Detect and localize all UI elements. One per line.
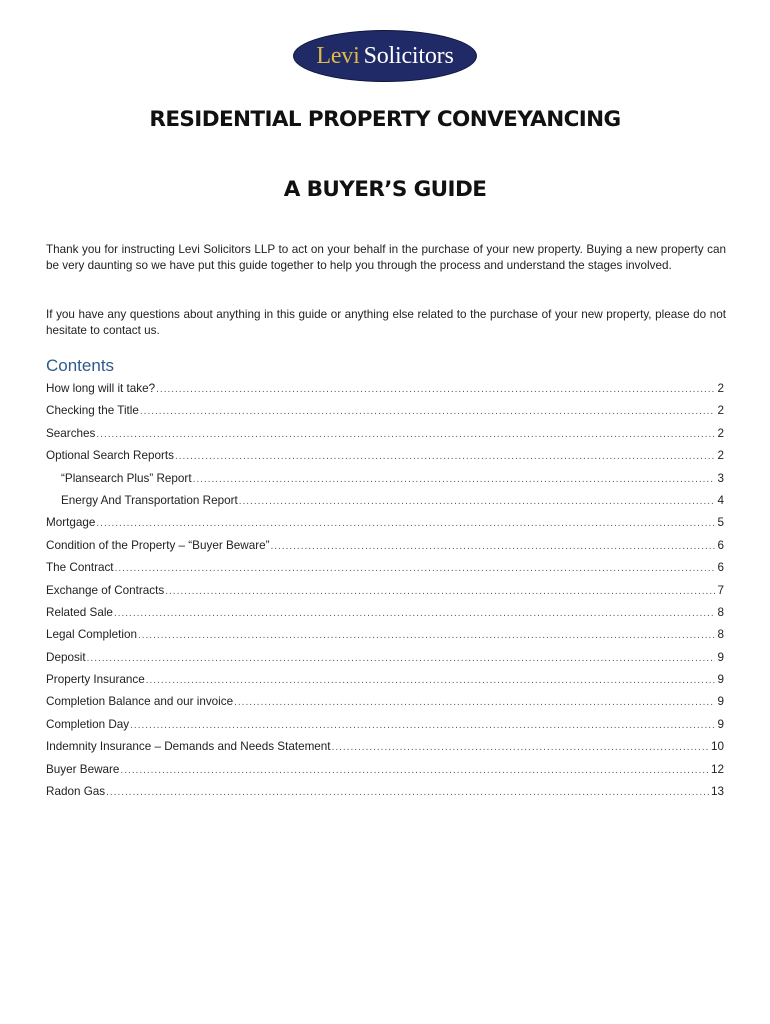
toc-page-number: 3 bbox=[717, 471, 724, 485]
toc-dot-leader bbox=[193, 469, 715, 490]
toc-entry-label: Indemnity Insurance – Demands and Needs Statement bbox=[46, 740, 331, 754]
toc-entry-indemnity-insurance[interactable] bbox=[46, 736, 724, 758]
toc-entry-label: Radon Gas bbox=[46, 785, 106, 799]
toc-entry-label: Exchange of Contracts bbox=[46, 583, 165, 597]
toc-dot-leader bbox=[106, 782, 710, 803]
intro-paragraph-2: If you have any questions about anything in this guide or anything else related to the purchase of your new property, please do not hesitate to contact us. bbox=[46, 308, 726, 337]
toc-entry-label: Deposit bbox=[46, 650, 86, 664]
toc-entry-label: How long will it take? bbox=[46, 382, 156, 395]
toc-page-number: 4 bbox=[717, 493, 724, 507]
toc-entry-the-contract[interactable] bbox=[46, 557, 724, 579]
toc-dot-leader bbox=[270, 536, 715, 557]
toc-entry-legal-completion[interactable] bbox=[46, 624, 724, 646]
toc-page-number: 2 bbox=[717, 404, 724, 418]
toc-page-number: 2 bbox=[717, 426, 724, 440]
document-subtitle: A BUYER’S GUIDE bbox=[283, 177, 487, 202]
logo-text-solicitors: Solicitors bbox=[363, 43, 454, 69]
toc-entry-label: “Plansearch Plus” Report bbox=[61, 471, 192, 485]
toc-entry-label: Completion Day bbox=[46, 717, 130, 731]
toc-dot-leader bbox=[239, 491, 715, 512]
logo-container bbox=[0, 30, 770, 82]
intro-paragraph-1: Thank you for instructing Levi Solicitors LLP to act on your behalf in the purchase of your new property. Buying a new property can be very daunting so we have put this guide together to help you through the process and understand the stages involved. bbox=[46, 243, 726, 272]
toc-entry-plansearch-plus[interactable] bbox=[46, 468, 724, 490]
toc-dot-leader bbox=[165, 581, 715, 602]
toc-entry-energy-transportation[interactable] bbox=[46, 490, 724, 512]
toc-dot-leader bbox=[138, 625, 715, 646]
toc-page-number: 13 bbox=[710, 785, 724, 799]
toc-entry-label: Related Sale bbox=[46, 605, 113, 619]
toc-dot-leader bbox=[332, 737, 710, 758]
toc-page-number: 8 bbox=[717, 605, 724, 619]
toc-entry-label: Property Insurance bbox=[46, 673, 145, 687]
toc-dot-leader bbox=[156, 379, 715, 400]
toc-dot-leader bbox=[234, 692, 715, 713]
toc-page-number: 6 bbox=[717, 561, 724, 575]
toc-dot-leader bbox=[120, 760, 710, 781]
toc-dot-leader bbox=[87, 648, 715, 669]
toc-entry-checking-title[interactable] bbox=[46, 400, 724, 422]
toc-entry-label: Mortgage bbox=[46, 516, 96, 530]
toc-page-number: 7 bbox=[717, 583, 724, 597]
toc-entry-buyer-beware[interactable] bbox=[46, 759, 724, 781]
toc-entry-label: Optional Search Reports bbox=[46, 449, 174, 463]
toc-entry-searches[interactable] bbox=[46, 423, 724, 445]
toc-entry-completion-balance[interactable] bbox=[46, 691, 724, 713]
contents-heading: Contents bbox=[46, 356, 115, 375]
toc-entry-how-long[interactable] bbox=[46, 378, 724, 400]
toc-dot-leader bbox=[175, 446, 715, 467]
toc-entry-label: The Contract bbox=[46, 561, 114, 575]
toc-dot-leader bbox=[96, 513, 715, 534]
toc-page-number: 9 bbox=[717, 650, 724, 664]
toc-dot-leader bbox=[115, 558, 715, 579]
toc-dot-leader bbox=[114, 603, 715, 624]
toc-entry-label: Legal Completion bbox=[46, 628, 137, 642]
toc-page-number: 12 bbox=[710, 762, 724, 776]
toc-entry-label: Completion Balance and our invoice bbox=[46, 695, 234, 709]
toc-entry-label: Checking the Title bbox=[46, 404, 139, 418]
logo-text-levi: Levi bbox=[316, 43, 360, 69]
toc-dot-leader bbox=[146, 670, 715, 691]
toc-page-number: 9 bbox=[717, 695, 724, 709]
toc-entry-property-insurance[interactable] bbox=[46, 669, 724, 691]
toc-entry-label: Energy And Transportation Report bbox=[61, 493, 238, 507]
toc-entry-related-sale[interactable] bbox=[46, 602, 724, 624]
toc-entry-label: Buyer Beware bbox=[46, 762, 120, 776]
toc-page-number: 2 bbox=[717, 382, 724, 395]
toc-page-number: 9 bbox=[717, 673, 724, 687]
toc-page-number: 9 bbox=[717, 717, 724, 731]
toc-entry-condition-of-property[interactable] bbox=[46, 535, 724, 557]
toc-entry-mortgage[interactable] bbox=[46, 512, 724, 534]
toc-entry-optional-search-reports[interactable] bbox=[46, 445, 724, 467]
levi-solicitors-logo bbox=[293, 30, 477, 82]
toc-page-number: 5 bbox=[717, 516, 724, 530]
toc-page-number: 10 bbox=[710, 740, 724, 754]
toc-dot-leader bbox=[96, 424, 715, 445]
toc-entry-label: Condition of the Property – “Buyer Beware” bbox=[46, 538, 270, 552]
toc-entry-radon-gas[interactable] bbox=[46, 781, 724, 803]
toc-page-number: 2 bbox=[717, 449, 724, 463]
table-of-contents bbox=[46, 378, 724, 803]
toc-page-number: 8 bbox=[717, 628, 724, 642]
toc-entry-label: Searches bbox=[46, 426, 96, 440]
toc-dot-leader bbox=[130, 715, 715, 736]
toc-entry-deposit[interactable] bbox=[46, 647, 724, 669]
toc-entry-completion-day[interactable] bbox=[46, 714, 724, 736]
toc-dot-leader bbox=[140, 401, 715, 422]
toc-entry-exchange-of-contracts[interactable] bbox=[46, 580, 724, 602]
toc-page-number: 6 bbox=[717, 538, 724, 552]
document-title: RESIDENTIAL PROPERTY CONVEYANCING bbox=[149, 107, 621, 132]
